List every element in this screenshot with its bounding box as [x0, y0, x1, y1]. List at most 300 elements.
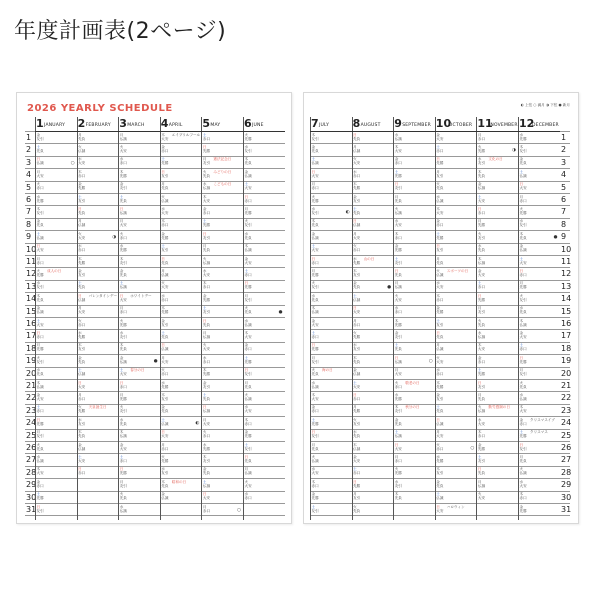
day-cell[interactable] [78, 418, 85, 426]
day-cell[interactable] [353, 368, 360, 376]
day-cell[interactable] [478, 294, 485, 302]
day-cell[interactable] [203, 480, 210, 488]
day-cell[interactable] [203, 207, 210, 215]
day-cell[interactable] [203, 306, 210, 314]
day-cell[interactable] [353, 430, 360, 438]
day-cell[interactable] [436, 232, 443, 240]
day-cell[interactable] [78, 455, 85, 463]
day-cell[interactable] [120, 505, 127, 513]
day-cell[interactable] [478, 343, 485, 351]
day-cell[interactable] [436, 505, 443, 513]
day-cell[interactable] [245, 343, 252, 351]
day-cell[interactable] [78, 170, 85, 178]
day-cell[interactable] [203, 393, 210, 401]
day-cell[interactable] [203, 331, 210, 339]
day-cell[interactable] [78, 393, 85, 401]
day-cell[interactable] [312, 418, 319, 426]
day-cell[interactable] [37, 133, 44, 141]
day-cell[interactable] [353, 294, 360, 302]
day-cell[interactable] [37, 232, 44, 240]
day-cell[interactable] [161, 269, 168, 277]
day-cell[interactable] [37, 381, 44, 389]
day-cell[interactable] [245, 232, 252, 240]
day-cell[interactable] [120, 480, 127, 488]
day-cell[interactable] [520, 505, 527, 513]
day-cell[interactable] [37, 368, 44, 376]
day-cell[interactable] [312, 281, 319, 289]
day-cell[interactable] [161, 492, 168, 500]
day-cell[interactable] [37, 331, 44, 339]
day-cell[interactable] [161, 480, 168, 488]
day-cell[interactable] [353, 405, 360, 413]
day-cell[interactable] [353, 418, 360, 426]
day-cell[interactable] [478, 145, 485, 153]
day-cell[interactable] [395, 145, 402, 153]
day-cell[interactable] [520, 393, 527, 401]
day-cell[interactable] [353, 343, 360, 351]
day-cell[interactable] [478, 232, 485, 240]
day-cell[interactable] [353, 145, 360, 153]
day-cell[interactable] [436, 368, 443, 376]
day-cell[interactable] [436, 356, 443, 364]
day-cell[interactable] [312, 455, 319, 463]
day-cell[interactable] [161, 467, 168, 475]
day-cell[interactable] [203, 170, 210, 178]
day-cell[interactable] [245, 418, 252, 426]
day-cell[interactable] [520, 219, 527, 227]
day-cell[interactable] [395, 343, 402, 351]
day-cell[interactable] [312, 393, 319, 401]
day-cell[interactable] [120, 157, 127, 165]
day-cell[interactable] [161, 430, 168, 438]
day-cell[interactable] [245, 269, 252, 277]
day-cell[interactable] [436, 331, 443, 339]
day-cell[interactable] [161, 232, 168, 240]
day-cell[interactable] [203, 195, 210, 203]
day-cell[interactable] [161, 182, 168, 190]
day-cell[interactable] [436, 480, 443, 488]
day-cell[interactable] [395, 443, 402, 451]
day-cell[interactable] [78, 294, 85, 302]
day-cell[interactable] [353, 182, 360, 190]
day-cell[interactable] [395, 133, 402, 141]
day-cell[interactable] [312, 319, 319, 327]
day-cell[interactable] [520, 418, 527, 426]
day-cell[interactable] [245, 133, 252, 141]
day-cell[interactable] [395, 257, 402, 265]
day-cell[interactable] [120, 343, 127, 351]
day-cell[interactable] [203, 133, 210, 141]
day-cell[interactable] [203, 467, 210, 475]
day-cell[interactable] [395, 455, 402, 463]
day-cell[interactable] [436, 145, 443, 153]
day-cell[interactable] [120, 244, 127, 252]
day-cell[interactable] [37, 492, 44, 500]
day-cell[interactable] [37, 281, 44, 289]
day-cell[interactable] [436, 467, 443, 475]
day-cell[interactable] [312, 269, 319, 277]
day-cell[interactable] [353, 244, 360, 252]
day-cell[interactable] [395, 232, 402, 240]
day-cell[interactable] [120, 467, 127, 475]
day-cell[interactable] [203, 443, 210, 451]
day-cell[interactable] [78, 430, 85, 438]
day-cell[interactable] [203, 281, 210, 289]
day-cell[interactable] [37, 170, 44, 178]
day-cell[interactable] [37, 269, 44, 277]
day-cell[interactable] [478, 331, 485, 339]
day-cell[interactable] [78, 244, 85, 252]
day-cell[interactable] [520, 133, 527, 141]
day-cell[interactable] [120, 281, 127, 289]
day-cell[interactable] [478, 356, 485, 364]
day-cell[interactable] [78, 232, 85, 240]
day-cell[interactable] [120, 207, 127, 215]
day-cell[interactable] [78, 467, 85, 475]
day-cell[interactable] [520, 182, 527, 190]
day-cell[interactable] [520, 480, 527, 488]
day-cell[interactable] [395, 405, 402, 413]
day-cell[interactable] [478, 133, 485, 141]
day-cell[interactable] [478, 269, 485, 277]
day-cell[interactable] [203, 368, 210, 376]
day-cell[interactable] [520, 430, 527, 438]
day-cell[interactable] [395, 418, 402, 426]
day-cell[interactable] [353, 269, 360, 277]
day-cell[interactable] [120, 356, 127, 364]
day-cell[interactable] [520, 232, 527, 240]
day-cell[interactable] [395, 294, 402, 302]
day-cell[interactable] [78, 281, 85, 289]
day-cell[interactable] [245, 319, 252, 327]
day-cell[interactable] [245, 443, 252, 451]
day-cell[interactable] [37, 207, 44, 215]
day-cell[interactable] [520, 319, 527, 327]
day-cell[interactable] [120, 195, 127, 203]
day-cell[interactable] [203, 257, 210, 265]
day-cell[interactable] [436, 306, 443, 314]
day-cell[interactable] [203, 356, 210, 364]
day-cell[interactable] [478, 157, 485, 165]
day-cell[interactable] [245, 244, 252, 252]
day-cell[interactable] [353, 492, 360, 500]
day-cell[interactable] [120, 182, 127, 190]
day-cell[interactable] [161, 281, 168, 289]
day-cell[interactable] [245, 393, 252, 401]
day-cell[interactable] [436, 443, 443, 451]
day-cell[interactable] [353, 331, 360, 339]
day-cell[interactable] [312, 195, 319, 203]
day-cell[interactable] [395, 244, 402, 252]
day-cell[interactable] [37, 505, 44, 513]
day-cell[interactable] [312, 368, 319, 376]
day-cell[interactable] [312, 381, 319, 389]
day-cell[interactable] [37, 455, 44, 463]
day-cell[interactable] [161, 343, 168, 351]
day-cell[interactable] [37, 405, 44, 413]
day-cell[interactable] [203, 455, 210, 463]
day-cell[interactable] [478, 182, 485, 190]
day-cell[interactable] [312, 294, 319, 302]
day-cell[interactable] [353, 393, 360, 401]
day-cell[interactable] [78, 331, 85, 339]
day-cell[interactable] [395, 269, 402, 277]
day-cell[interactable] [312, 405, 319, 413]
day-cell[interactable] [478, 455, 485, 463]
day-cell[interactable] [120, 219, 127, 227]
day-cell[interactable] [37, 418, 44, 426]
day-cell[interactable] [203, 244, 210, 252]
day-cell[interactable] [312, 480, 319, 488]
day-cell[interactable] [353, 480, 360, 488]
day-cell[interactable] [37, 195, 44, 203]
day-cell[interactable] [37, 430, 44, 438]
day-cell[interactable] [353, 306, 360, 314]
day-cell[interactable] [161, 443, 168, 451]
day-cell[interactable] [312, 232, 319, 240]
day-cell[interactable] [353, 356, 360, 364]
day-cell[interactable] [520, 343, 527, 351]
day-cell[interactable] [520, 405, 527, 413]
day-cell[interactable] [120, 331, 127, 339]
day-cell[interactable] [161, 244, 168, 252]
day-cell[interactable] [520, 157, 527, 165]
day-cell[interactable] [245, 281, 252, 289]
day-cell[interactable] [203, 182, 210, 190]
day-cell[interactable] [37, 480, 44, 488]
day-cell[interactable] [161, 356, 168, 364]
day-cell[interactable] [37, 443, 44, 451]
day-cell[interactable] [120, 405, 127, 413]
day-cell[interactable] [120, 133, 127, 141]
day-cell[interactable] [436, 157, 443, 165]
day-cell[interactable] [161, 145, 168, 153]
day-cell[interactable] [395, 393, 402, 401]
day-cell[interactable] [120, 170, 127, 178]
day-cell[interactable] [161, 133, 168, 141]
day-cell[interactable] [520, 207, 527, 215]
day-cell[interactable] [245, 257, 252, 265]
day-cell[interactable] [161, 219, 168, 227]
day-cell[interactable] [37, 319, 44, 327]
day-cell[interactable] [395, 467, 402, 475]
day-cell[interactable] [520, 381, 527, 389]
day-cell[interactable] [203, 343, 210, 351]
day-cell[interactable] [395, 182, 402, 190]
day-cell[interactable] [312, 430, 319, 438]
day-cell[interactable] [161, 319, 168, 327]
day-cell[interactable] [312, 182, 319, 190]
day-cell[interactable] [37, 306, 44, 314]
day-cell[interactable] [37, 356, 44, 364]
day-cell[interactable] [436, 244, 443, 252]
day-cell[interactable] [520, 443, 527, 451]
day-cell[interactable] [78, 443, 85, 451]
day-cell[interactable] [436, 182, 443, 190]
day-cell[interactable] [120, 319, 127, 327]
day-cell[interactable] [245, 207, 252, 215]
day-cell[interactable] [436, 207, 443, 215]
day-cell[interactable] [245, 467, 252, 475]
day-cell[interactable] [203, 381, 210, 389]
day-cell[interactable] [353, 207, 360, 215]
day-cell[interactable] [245, 195, 252, 203]
day-cell[interactable] [520, 244, 527, 252]
day-cell[interactable] [436, 170, 443, 178]
day-cell[interactable] [520, 368, 527, 376]
day-cell[interactable] [436, 405, 443, 413]
day-cell[interactable] [436, 343, 443, 351]
day-cell[interactable] [436, 219, 443, 227]
day-cell[interactable] [120, 430, 127, 438]
day-cell[interactable] [520, 455, 527, 463]
day-cell[interactable] [245, 182, 252, 190]
day-cell[interactable] [353, 257, 360, 265]
day-cell[interactable] [312, 443, 319, 451]
day-cell[interactable] [436, 133, 443, 141]
day-cell[interactable] [395, 368, 402, 376]
day-cell[interactable] [353, 195, 360, 203]
day-cell[interactable] [120, 492, 127, 500]
day-cell[interactable] [78, 145, 85, 153]
day-cell[interactable] [478, 281, 485, 289]
day-cell[interactable] [353, 467, 360, 475]
day-cell[interactable] [312, 145, 319, 153]
day-cell[interactable] [478, 405, 485, 413]
day-cell[interactable] [312, 207, 319, 215]
day-cell[interactable] [395, 331, 402, 339]
day-cell[interactable] [478, 170, 485, 178]
day-cell[interactable] [478, 381, 485, 389]
day-cell[interactable] [78, 306, 85, 314]
day-cell[interactable] [436, 430, 443, 438]
day-cell[interactable] [395, 319, 402, 327]
day-cell[interactable] [395, 480, 402, 488]
day-cell[interactable] [120, 306, 127, 314]
day-cell[interactable] [478, 219, 485, 227]
day-cell[interactable] [353, 505, 360, 513]
day-cell[interactable] [395, 492, 402, 500]
day-cell[interactable] [245, 381, 252, 389]
day-cell[interactable] [395, 219, 402, 227]
day-cell[interactable] [78, 319, 85, 327]
day-cell[interactable] [436, 492, 443, 500]
day-cell[interactable] [312, 133, 319, 141]
day-cell[interactable] [78, 356, 85, 364]
day-cell[interactable] [37, 393, 44, 401]
day-cell[interactable] [161, 393, 168, 401]
day-cell[interactable] [520, 195, 527, 203]
day-cell[interactable] [353, 133, 360, 141]
day-cell[interactable] [203, 269, 210, 277]
day-cell[interactable] [478, 393, 485, 401]
day-cell[interactable] [245, 356, 252, 364]
day-cell[interactable] [203, 145, 210, 153]
day-cell[interactable] [161, 455, 168, 463]
day-cell[interactable] [37, 157, 44, 165]
day-cell[interactable] [395, 356, 402, 364]
day-cell[interactable] [395, 207, 402, 215]
day-cell[interactable] [161, 195, 168, 203]
day-cell[interactable] [120, 418, 127, 426]
day-cell[interactable] [245, 294, 252, 302]
day-cell[interactable] [37, 343, 44, 351]
day-cell[interactable] [353, 232, 360, 240]
day-cell[interactable] [78, 182, 85, 190]
day-cell[interactable] [436, 319, 443, 327]
day-cell[interactable] [161, 418, 168, 426]
day-cell[interactable] [520, 269, 527, 277]
day-cell[interactable] [78, 269, 85, 277]
day-cell[interactable] [78, 133, 85, 141]
day-cell[interactable] [312, 157, 319, 165]
day-cell[interactable] [436, 393, 443, 401]
day-cell[interactable] [120, 443, 127, 451]
day-cell[interactable] [520, 170, 527, 178]
day-cell[interactable] [520, 467, 527, 475]
day-cell[interactable] [436, 418, 443, 426]
day-cell[interactable] [395, 430, 402, 438]
day-cell[interactable] [203, 418, 210, 426]
day-cell[interactable] [245, 170, 252, 178]
day-cell[interactable] [478, 195, 485, 203]
day-cell[interactable] [520, 356, 527, 364]
day-cell[interactable] [78, 157, 85, 165]
day-cell[interactable] [78, 343, 85, 351]
day-cell[interactable] [203, 492, 210, 500]
day-cell[interactable] [478, 319, 485, 327]
day-cell[interactable] [395, 381, 402, 389]
day-cell[interactable] [478, 368, 485, 376]
day-cell[interactable] [436, 281, 443, 289]
day-cell[interactable] [395, 281, 402, 289]
day-cell[interactable] [161, 331, 168, 339]
day-cell[interactable] [312, 343, 319, 351]
day-cell[interactable] [245, 405, 252, 413]
day-cell[interactable] [312, 219, 319, 227]
day-cell[interactable] [520, 281, 527, 289]
day-cell[interactable] [203, 232, 210, 240]
day-cell[interactable] [353, 281, 360, 289]
day-cell[interactable] [78, 381, 85, 389]
day-cell[interactable] [37, 467, 44, 475]
day-cell[interactable] [120, 294, 127, 302]
day-cell[interactable] [161, 405, 168, 413]
day-cell[interactable] [353, 219, 360, 227]
day-cell[interactable] [78, 257, 85, 265]
day-cell[interactable] [78, 405, 85, 413]
day-cell[interactable] [353, 170, 360, 178]
day-cell[interactable] [353, 443, 360, 451]
day-cell[interactable] [395, 170, 402, 178]
day-cell[interactable] [353, 157, 360, 165]
day-cell[interactable] [245, 157, 252, 165]
day-cell[interactable] [245, 368, 252, 376]
day-cell[interactable] [161, 294, 168, 302]
day-cell[interactable] [478, 443, 485, 451]
day-cell[interactable] [312, 306, 319, 314]
day-cell[interactable] [478, 467, 485, 475]
day-cell[interactable] [520, 294, 527, 302]
day-cell[interactable] [161, 157, 168, 165]
day-cell[interactable] [78, 207, 85, 215]
day-cell[interactable] [37, 219, 44, 227]
day-cell[interactable] [395, 157, 402, 165]
day-cell[interactable] [520, 145, 527, 153]
day-cell[interactable] [203, 405, 210, 413]
day-cell[interactable] [203, 219, 210, 227]
day-cell[interactable] [478, 244, 485, 252]
